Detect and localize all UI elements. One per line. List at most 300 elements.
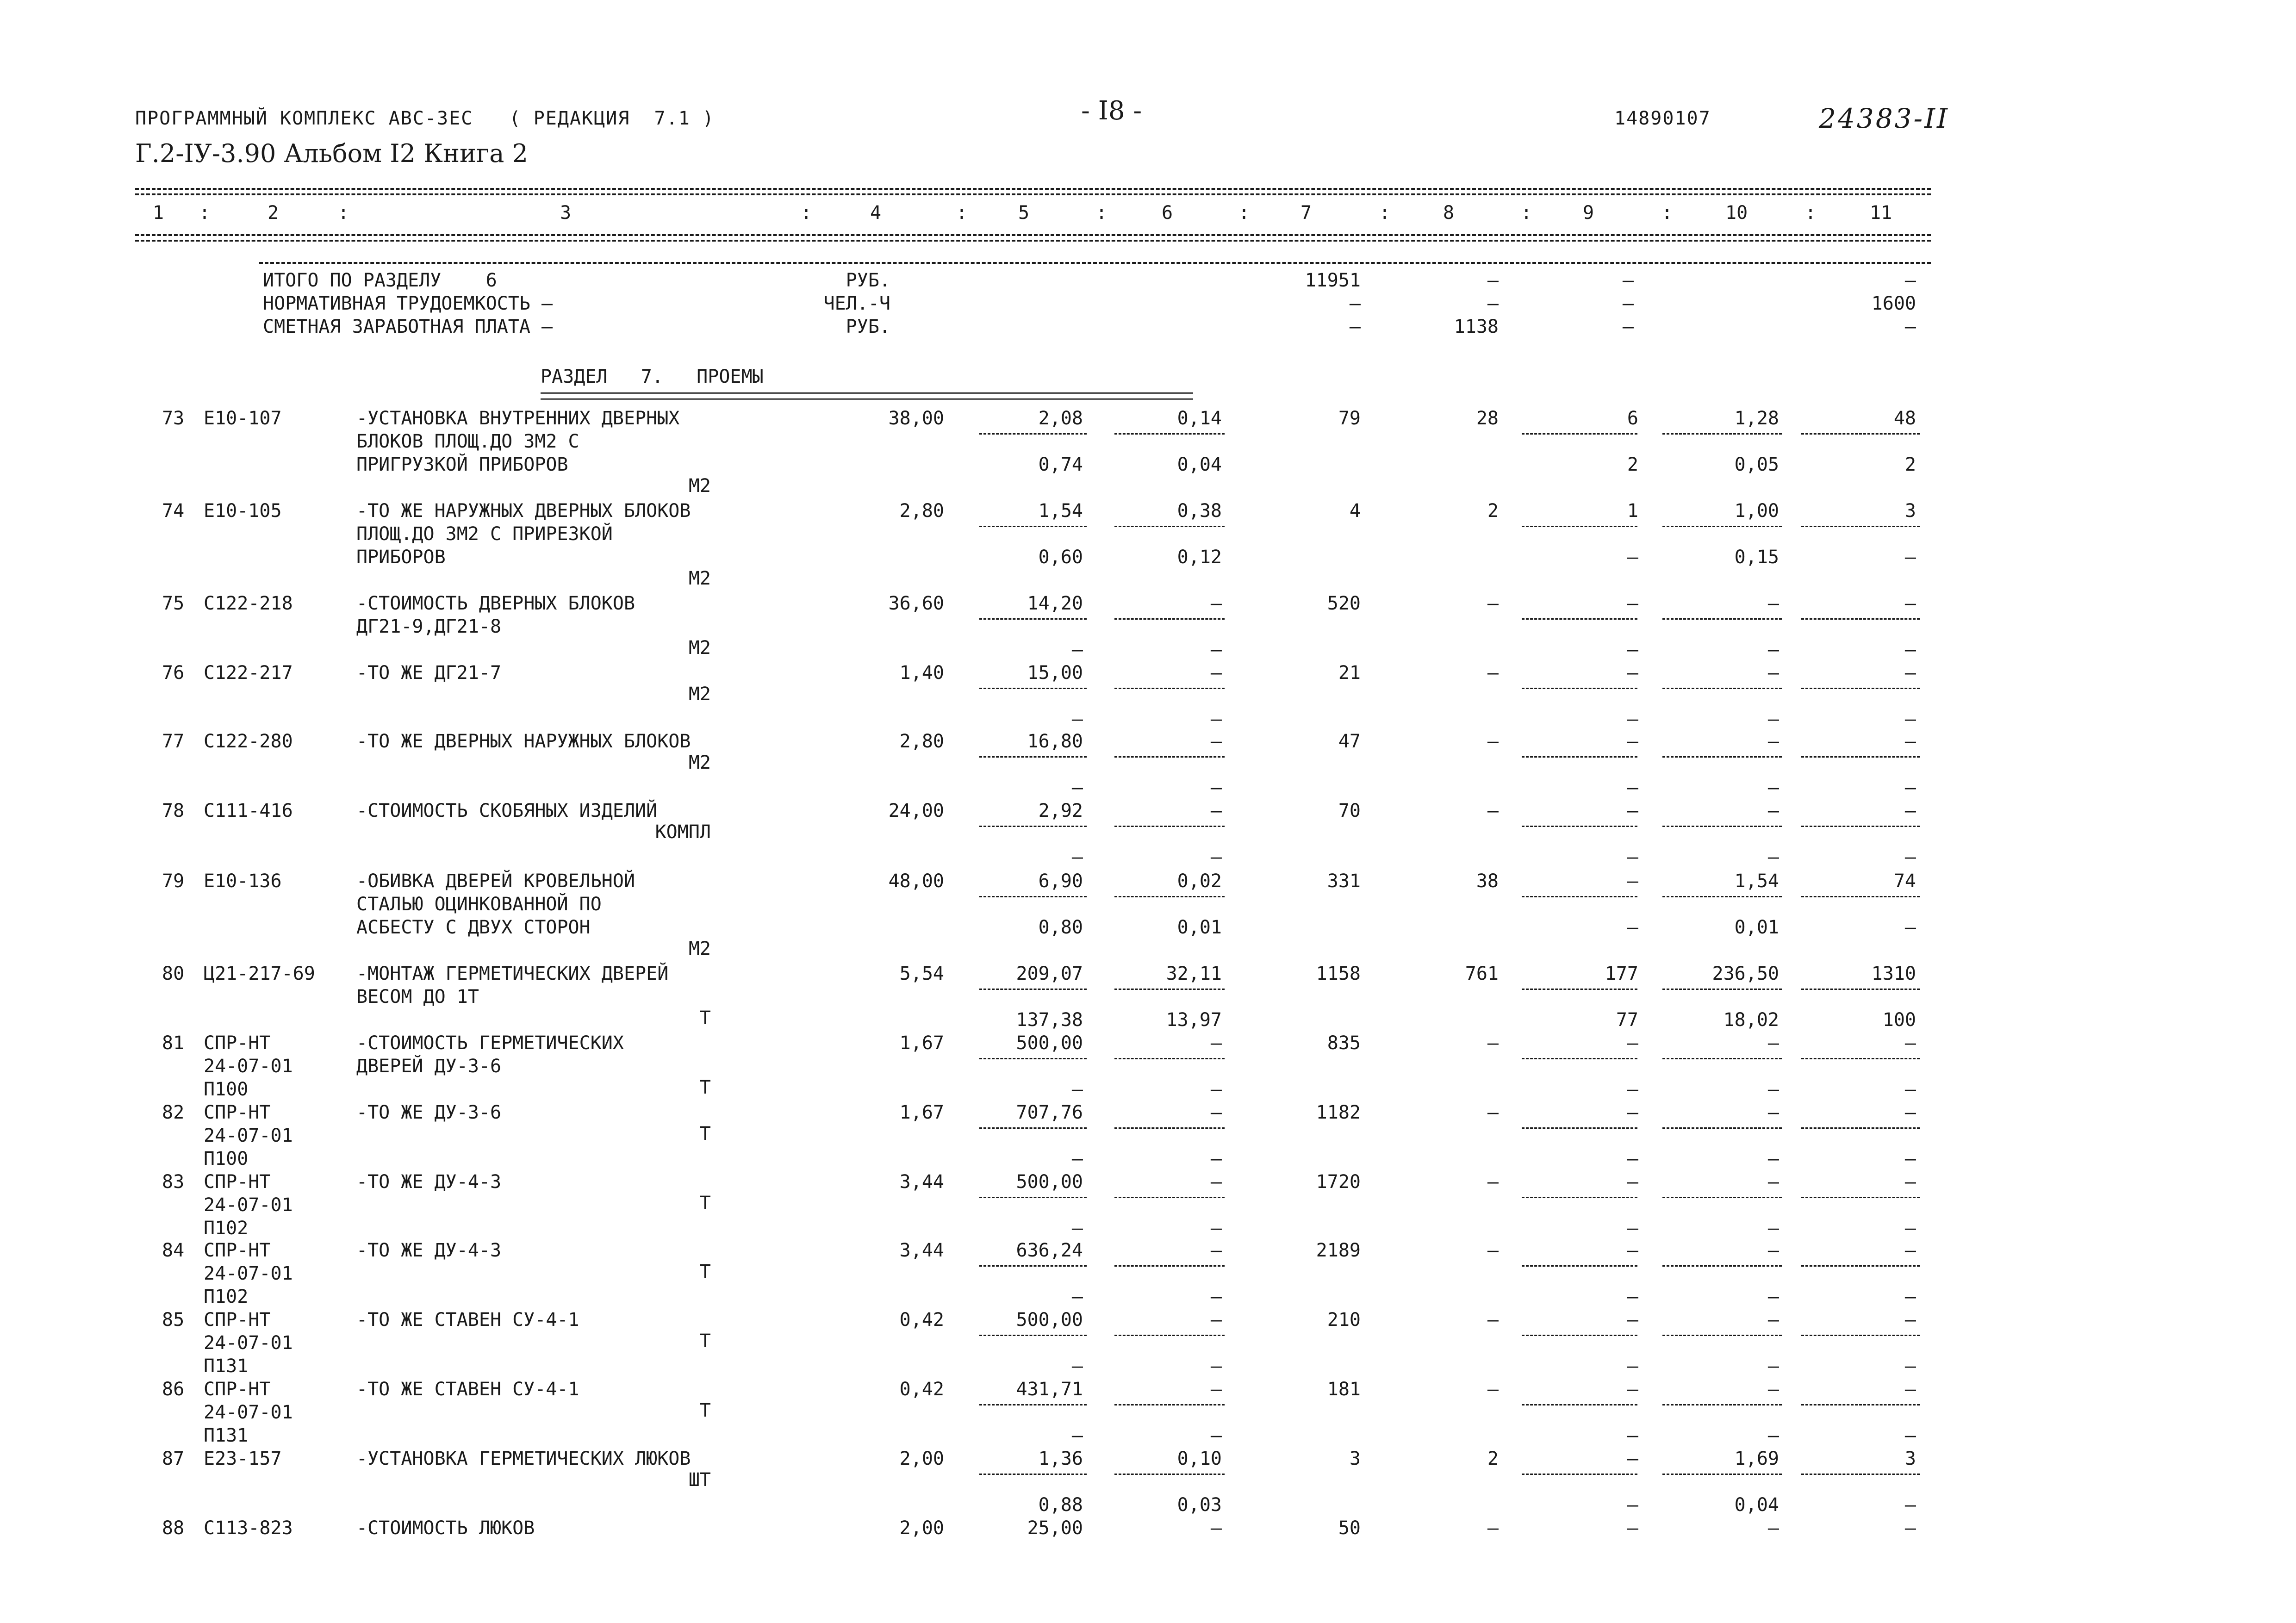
row-c11b: – bbox=[1904, 639, 1916, 660]
row-c11: – bbox=[1904, 593, 1916, 614]
row-description: АСБЕСТУ С ДВУХ СТОРОН bbox=[356, 917, 591, 938]
row-c4: 24,00 bbox=[888, 800, 944, 821]
row-c4: 5,54 bbox=[899, 963, 944, 984]
row-rule-c10 bbox=[1662, 826, 1782, 827]
row-rule-c6 bbox=[1114, 1127, 1225, 1129]
row-rule-c9 bbox=[1522, 989, 1637, 990]
row-rule-c5 bbox=[979, 1127, 1087, 1129]
row-c4: 2,00 bbox=[899, 1517, 944, 1539]
row-c6b: – bbox=[1210, 777, 1222, 798]
row-c8: – bbox=[1487, 662, 1499, 684]
row-rule-c9 bbox=[1522, 826, 1637, 827]
row-rule-c6 bbox=[1114, 896, 1225, 897]
row-c6: – bbox=[1210, 1240, 1222, 1261]
row-c4: 2,80 bbox=[899, 500, 944, 522]
totals-col7: – bbox=[1349, 293, 1361, 314]
row-unit: Т bbox=[699, 1193, 711, 1214]
row-unit: М2 bbox=[688, 938, 711, 959]
row-c10b: – bbox=[1767, 1425, 1779, 1446]
row-c5: 500,00 bbox=[1016, 1309, 1083, 1331]
row-number: 88 bbox=[162, 1517, 185, 1539]
row-c5: 6,90 bbox=[1038, 871, 1083, 892]
row-c5b: – bbox=[1071, 1148, 1083, 1169]
row-c9b: 77 bbox=[1616, 1009, 1638, 1031]
row-rule-c9 bbox=[1522, 1474, 1637, 1475]
row-rule-c6 bbox=[1114, 1265, 1225, 1267]
row-c10b: 0,01 bbox=[1734, 917, 1779, 938]
row-c10b: – bbox=[1767, 1286, 1779, 1307]
row-rule-c10 bbox=[1662, 618, 1782, 620]
row-rule-c6 bbox=[1114, 433, 1225, 435]
row-c6b: – bbox=[1210, 1425, 1222, 1446]
row-c7: 47 bbox=[1338, 731, 1361, 752]
row-description: ВЕСОМ ДО 1Т bbox=[356, 986, 479, 1007]
row-c10: 1,28 bbox=[1734, 408, 1779, 429]
program-title: ПРОГРАММНЫЙ КОМПЛЕКС АВС-3ЕС ( РЕДАКЦИЯ 7.1 ) bbox=[135, 108, 715, 129]
row-c6: – bbox=[1210, 1171, 1222, 1193]
row-code: СПР-НТ bbox=[204, 1102, 271, 1123]
row-c11: – bbox=[1904, 662, 1916, 684]
row-c9b: – bbox=[1627, 1218, 1638, 1239]
column-header-10: 10 bbox=[1725, 202, 1748, 224]
row-c10: – bbox=[1767, 800, 1779, 821]
row-code: П102 bbox=[204, 1286, 249, 1307]
row-c9: – bbox=[1627, 800, 1638, 821]
row-c10: – bbox=[1767, 1517, 1779, 1539]
row-c11b: 2 bbox=[1904, 454, 1916, 475]
row-rule-c6 bbox=[1114, 826, 1225, 827]
row-c7: 3 bbox=[1349, 1448, 1361, 1469]
column-header-2: 2 bbox=[268, 202, 279, 224]
row-number: 84 bbox=[162, 1240, 185, 1261]
row-rule-c9 bbox=[1522, 1265, 1637, 1267]
column-separator: : bbox=[801, 202, 812, 224]
row-rule-c6 bbox=[1114, 1335, 1225, 1336]
row-description: ДВЕРЕЙ ДУ-3-6 bbox=[356, 1056, 502, 1077]
row-c5b: 137,38 bbox=[1016, 1009, 1083, 1031]
row-rule-c11 bbox=[1801, 826, 1920, 827]
row-unit: М2 bbox=[688, 475, 711, 497]
row-c6: 0,02 bbox=[1177, 871, 1222, 892]
row-rule-c11 bbox=[1801, 1197, 1920, 1198]
row-number: 80 bbox=[162, 963, 185, 984]
row-rule-c5 bbox=[979, 526, 1087, 527]
row-c9: – bbox=[1627, 1102, 1638, 1123]
column-separator: : bbox=[1661, 202, 1673, 224]
row-number: 83 bbox=[162, 1171, 185, 1193]
row-c8: 38 bbox=[1476, 871, 1499, 892]
row-c5b: – bbox=[1071, 846, 1083, 868]
column-separator: : bbox=[1096, 202, 1108, 224]
row-code: СПР-НТ bbox=[204, 1240, 271, 1261]
row-c11b: – bbox=[1904, 1148, 1916, 1169]
column-header-11: 11 bbox=[1870, 202, 1892, 224]
row-c6: – bbox=[1210, 800, 1222, 821]
row-c9: – bbox=[1627, 731, 1638, 752]
row-rule-c5 bbox=[979, 1404, 1087, 1405]
row-rule-c9 bbox=[1522, 1404, 1637, 1405]
row-c8: 761 bbox=[1465, 963, 1499, 984]
row-rule-c11 bbox=[1801, 688, 1920, 689]
row-c9: – bbox=[1627, 1171, 1638, 1193]
row-code: С113-823 bbox=[204, 1517, 293, 1539]
column-separator: : bbox=[1521, 202, 1532, 224]
row-c7: 520 bbox=[1327, 593, 1361, 614]
row-c4: 0,42 bbox=[899, 1309, 944, 1331]
row-number: 77 bbox=[162, 731, 185, 752]
row-description: -УСТАНОВКА ВНУТРЕННИХ ДВЕРНЫХ bbox=[356, 408, 680, 429]
row-c10: 236,50 bbox=[1712, 963, 1779, 984]
row-unit: Т bbox=[699, 1400, 711, 1421]
row-number: 75 bbox=[162, 593, 185, 614]
row-c11: – bbox=[1904, 1379, 1916, 1400]
row-rule-c6 bbox=[1114, 989, 1225, 990]
row-rule-c10 bbox=[1662, 989, 1782, 990]
row-rule-c9 bbox=[1522, 1197, 1637, 1198]
row-description: ДГ21-9,ДГ21-8 bbox=[356, 616, 502, 637]
row-rule-c6 bbox=[1114, 618, 1225, 620]
row-c9b: – bbox=[1627, 1425, 1638, 1446]
row-rule-c9 bbox=[1522, 1058, 1637, 1059]
row-number: 76 bbox=[162, 662, 185, 684]
row-c9b: – bbox=[1627, 547, 1638, 568]
row-c6b: 0,01 bbox=[1177, 917, 1222, 938]
column-header-9: 9 bbox=[1583, 202, 1594, 224]
row-c6b: 0,04 bbox=[1177, 454, 1222, 475]
row-c11b: – bbox=[1904, 1079, 1916, 1100]
row-c6b: – bbox=[1210, 639, 1222, 660]
row-c6: – bbox=[1210, 1379, 1222, 1400]
row-rule-c5 bbox=[979, 1474, 1087, 1475]
row-c11b: – bbox=[1904, 777, 1916, 798]
row-number: 73 bbox=[162, 408, 185, 429]
row-c4: 3,44 bbox=[899, 1171, 944, 1193]
row-c10b: – bbox=[1767, 1218, 1779, 1239]
album-title: Г.2-IУ-3.90 Альбом I2 Книга 2 bbox=[135, 139, 528, 168]
row-c10b: – bbox=[1767, 1356, 1779, 1377]
row-rule-c10 bbox=[1662, 1265, 1782, 1267]
row-c10b: 0,15 bbox=[1734, 547, 1779, 568]
column-header-1: 1 bbox=[153, 202, 164, 224]
row-c4: 48,00 bbox=[888, 871, 944, 892]
totals-col8: 1138 bbox=[1454, 316, 1499, 337]
row-code: 24-07-01 bbox=[204, 1263, 293, 1284]
row-number: 78 bbox=[162, 800, 185, 821]
row-code: Е10-105 bbox=[204, 500, 282, 522]
column-header-8: 8 bbox=[1443, 202, 1455, 224]
row-unit: М2 bbox=[688, 752, 711, 773]
row-unit: М2 bbox=[688, 637, 711, 659]
row-c11b: – bbox=[1904, 1356, 1916, 1377]
row-unit: Т bbox=[699, 1007, 711, 1029]
row-description: -УСТАНОВКА ГЕРМЕТИЧЕСКИХ ЛЮКОВ bbox=[356, 1448, 691, 1469]
totals-col11: – bbox=[1904, 270, 1916, 291]
column-separator: : bbox=[338, 202, 349, 224]
row-rule-c10 bbox=[1662, 526, 1782, 527]
totals-label: НОРМАТИВНАЯ ТРУДОЕМКОСТЬ – bbox=[263, 293, 553, 314]
row-c11: – bbox=[1904, 1171, 1916, 1193]
row-rule-c5 bbox=[979, 826, 1087, 827]
row-c10: – bbox=[1767, 1102, 1779, 1123]
row-description: -ТО ЖЕ ДГ21-7 bbox=[356, 662, 502, 684]
row-description: ПРИБОРОВ bbox=[356, 547, 446, 568]
totals-col7: 11951 bbox=[1305, 270, 1361, 291]
row-c11: 3 bbox=[1904, 500, 1916, 522]
row-c10: – bbox=[1767, 1309, 1779, 1331]
row-c6b: 13,97 bbox=[1166, 1009, 1222, 1031]
row-c4: 2,00 bbox=[899, 1448, 944, 1469]
row-c9b: – bbox=[1627, 639, 1638, 660]
row-code: СПР-НТ bbox=[204, 1171, 271, 1193]
row-rule-c6 bbox=[1114, 1404, 1225, 1405]
row-c9: – bbox=[1627, 1448, 1638, 1469]
row-rule-c10 bbox=[1662, 688, 1782, 689]
row-c10: – bbox=[1767, 662, 1779, 684]
row-c9: 1 bbox=[1627, 500, 1638, 522]
row-rule-c6 bbox=[1114, 1058, 1225, 1059]
row-code: П102 bbox=[204, 1218, 249, 1239]
row-rule-c11 bbox=[1801, 1127, 1920, 1129]
row-c7: 1158 bbox=[1316, 963, 1361, 984]
row-unit: Т bbox=[699, 1077, 711, 1098]
row-description: -СТОИМОСТЬ ЛЮКОВ bbox=[356, 1517, 535, 1539]
totals-label: ИТОГО ПО РАЗДЕЛУ 6 bbox=[263, 270, 497, 291]
row-c11: 3 bbox=[1904, 1448, 1916, 1469]
row-number: 87 bbox=[162, 1448, 185, 1469]
column-header-6: 6 bbox=[1162, 202, 1173, 224]
row-number: 79 bbox=[162, 871, 185, 892]
row-rule-c10 bbox=[1662, 1058, 1782, 1059]
row-unit: М2 bbox=[688, 568, 711, 589]
row-code: Е10-107 bbox=[204, 408, 282, 429]
row-rule-c10 bbox=[1662, 896, 1782, 897]
row-c9: – bbox=[1627, 593, 1638, 614]
row-code: СПР-НТ bbox=[204, 1309, 271, 1331]
header-top-rule-2 bbox=[135, 193, 1931, 195]
row-rule-c6 bbox=[1114, 688, 1225, 689]
row-rule-c11 bbox=[1801, 433, 1920, 435]
row-rule-c11 bbox=[1801, 526, 1920, 527]
row-code: П131 bbox=[204, 1425, 249, 1446]
row-rule-c10 bbox=[1662, 1197, 1782, 1198]
row-c9b: – bbox=[1627, 709, 1638, 730]
row-c9: – bbox=[1627, 662, 1638, 684]
row-rule-c11 bbox=[1801, 618, 1920, 620]
row-rule-c10 bbox=[1662, 1404, 1782, 1405]
row-c5: 209,07 bbox=[1016, 963, 1083, 984]
row-c11b: – bbox=[1904, 1425, 1916, 1446]
row-rule-c11 bbox=[1801, 756, 1920, 758]
row-c4: 1,67 bbox=[899, 1102, 944, 1123]
row-c9b: – bbox=[1627, 1356, 1638, 1377]
row-c6: – bbox=[1210, 1032, 1222, 1054]
row-c6: 0,14 bbox=[1177, 408, 1222, 429]
row-unit: Т bbox=[699, 1331, 711, 1352]
column-separator: : bbox=[1238, 202, 1250, 224]
row-description: -ТО ЖЕ НАРУЖНЫХ ДВЕРНЫХ БЛОКОВ bbox=[356, 500, 691, 522]
row-c8: – bbox=[1487, 1517, 1499, 1539]
row-c7: 331 bbox=[1327, 871, 1361, 892]
row-c6b: – bbox=[1210, 1286, 1222, 1307]
totals-col9: – bbox=[1622, 270, 1634, 291]
row-number: 85 bbox=[162, 1309, 185, 1331]
header-bottom-rule bbox=[135, 234, 1931, 236]
row-c10: – bbox=[1767, 1379, 1779, 1400]
totals-unit: ЧЕЛ.-Ч bbox=[823, 293, 890, 314]
row-rule-c5 bbox=[979, 896, 1087, 897]
row-code: 24-07-01 bbox=[204, 1056, 293, 1077]
row-c4: 1,40 bbox=[899, 662, 944, 684]
row-c10b: – bbox=[1767, 846, 1779, 868]
section-title-underline bbox=[541, 392, 1193, 400]
row-unit: КОМПЛ bbox=[655, 821, 711, 843]
column-header-7: 7 bbox=[1300, 202, 1312, 224]
row-c11: – bbox=[1904, 1517, 1916, 1539]
row-c8: – bbox=[1487, 1102, 1499, 1123]
row-c11b: 100 bbox=[1882, 1009, 1916, 1031]
row-description: -ТО ЖЕ СТАВЕН СУ-4-1 bbox=[356, 1309, 579, 1331]
row-code: С111-416 bbox=[204, 800, 293, 821]
row-unit: Т bbox=[699, 1261, 711, 1282]
row-c9: 177 bbox=[1605, 963, 1638, 984]
section-title: РАЗДЕЛ 7. ПРОЕМЫ bbox=[541, 366, 764, 387]
row-description: -ТО ЖЕ ДВЕРНЫХ НАРУЖНЫХ БЛОКОВ bbox=[356, 731, 691, 752]
row-c6b: – bbox=[1210, 1356, 1222, 1377]
handwritten-number: 24383-II bbox=[1819, 103, 1949, 134]
row-c11: – bbox=[1904, 1102, 1916, 1123]
row-c6: – bbox=[1210, 1517, 1222, 1539]
row-c7: 70 bbox=[1338, 800, 1361, 821]
row-rule-c11 bbox=[1801, 1404, 1920, 1405]
row-c5b: – bbox=[1071, 1356, 1083, 1377]
row-rule-c10 bbox=[1662, 756, 1782, 758]
row-description: ПЛОЩ.ДО 3М2 С ПРИРЕЗКОЙ bbox=[356, 523, 613, 545]
row-description: -ТО ЖЕ СТАВЕН СУ-4-1 bbox=[356, 1379, 579, 1400]
row-c10: 1,54 bbox=[1734, 871, 1779, 892]
header-top-rule bbox=[135, 188, 1931, 190]
row-rule-c10 bbox=[1662, 1474, 1782, 1475]
row-rule-c9 bbox=[1522, 618, 1637, 620]
row-c5b: – bbox=[1071, 1218, 1083, 1239]
row-c4: 0,42 bbox=[899, 1379, 944, 1400]
row-c10b: 0,05 bbox=[1734, 454, 1779, 475]
row-c9: – bbox=[1627, 1240, 1638, 1261]
row-c6b: 0,12 bbox=[1177, 547, 1222, 568]
row-c8: – bbox=[1487, 1240, 1499, 1261]
row-description: -ОБИВКА ДВЕРЕЙ КРОВЕЛЬНОЙ bbox=[356, 871, 635, 892]
row-c10b: 0,04 bbox=[1734, 1494, 1779, 1516]
row-c8: – bbox=[1487, 593, 1499, 614]
row-c10b: – bbox=[1767, 777, 1779, 798]
row-c4: 2,80 bbox=[899, 731, 944, 752]
column-separator: : bbox=[956, 202, 968, 224]
row-c10: 1,00 bbox=[1734, 500, 1779, 522]
row-c7: 79 bbox=[1338, 408, 1361, 429]
row-c10b: – bbox=[1767, 639, 1779, 660]
row-c8: 28 bbox=[1476, 408, 1499, 429]
row-c11b: – bbox=[1904, 709, 1916, 730]
header-bottom-rule-2 bbox=[135, 240, 1931, 242]
row-c9: – bbox=[1627, 1309, 1638, 1331]
row-code: Е10-136 bbox=[204, 871, 282, 892]
totals-unit: РУБ. bbox=[846, 316, 890, 337]
row-c4: 3,44 bbox=[899, 1240, 944, 1261]
row-c10: – bbox=[1767, 593, 1779, 614]
row-code: П131 bbox=[204, 1356, 249, 1377]
row-c8: 2 bbox=[1487, 1448, 1499, 1469]
row-c10b: – bbox=[1767, 709, 1779, 730]
totals-col8: – bbox=[1487, 293, 1499, 314]
row-c6b: – bbox=[1210, 846, 1222, 868]
row-code: Ц21-217-69 bbox=[204, 963, 315, 984]
row-c7: 21 bbox=[1338, 662, 1361, 684]
row-c7: 835 bbox=[1327, 1032, 1361, 1054]
row-c8: – bbox=[1487, 1032, 1499, 1054]
row-c11: – bbox=[1904, 1240, 1916, 1261]
row-c8: – bbox=[1487, 731, 1499, 752]
row-c9b: – bbox=[1627, 917, 1638, 938]
row-unit: Т bbox=[699, 1123, 711, 1144]
row-code: Е23-157 bbox=[204, 1448, 282, 1469]
row-c5b: – bbox=[1071, 639, 1083, 660]
row-unit: М2 bbox=[688, 684, 711, 705]
row-c5b: – bbox=[1071, 1286, 1083, 1307]
row-c9b: 2 bbox=[1627, 454, 1638, 475]
row-c8: – bbox=[1487, 1379, 1499, 1400]
row-rule-c5 bbox=[979, 618, 1087, 620]
row-c4: 36,60 bbox=[888, 593, 944, 614]
row-code: П100 bbox=[204, 1079, 249, 1100]
row-rule-c10 bbox=[1662, 433, 1782, 435]
row-c9: – bbox=[1627, 1379, 1638, 1400]
row-c5: 25,00 bbox=[1027, 1517, 1083, 1539]
row-c6b: – bbox=[1210, 709, 1222, 730]
row-c5b: – bbox=[1071, 709, 1083, 730]
row-rule-c11 bbox=[1801, 1058, 1920, 1059]
row-rule-c5 bbox=[979, 1197, 1087, 1198]
row-rule-c5 bbox=[979, 1265, 1087, 1267]
row-c10: – bbox=[1767, 731, 1779, 752]
row-c11: – bbox=[1904, 731, 1916, 752]
row-c9b: – bbox=[1627, 1494, 1638, 1516]
row-c11b: – bbox=[1904, 917, 1916, 938]
row-rule-c11 bbox=[1801, 1265, 1920, 1267]
row-c9b: – bbox=[1627, 1286, 1638, 1307]
row-c6: 0,10 bbox=[1177, 1448, 1222, 1469]
row-c8: 2 bbox=[1487, 500, 1499, 522]
totals-col9: – bbox=[1622, 293, 1634, 314]
row-rule-c9 bbox=[1522, 1335, 1637, 1336]
column-header-5: 5 bbox=[1018, 202, 1030, 224]
row-c7: 1182 bbox=[1316, 1102, 1361, 1123]
row-code: 24-07-01 bbox=[204, 1125, 293, 1146]
totals-label: СМЕТНАЯ ЗАРАБОТНАЯ ПЛАТА – bbox=[263, 316, 553, 337]
row-c11: – bbox=[1904, 800, 1916, 821]
row-number: 82 bbox=[162, 1102, 185, 1123]
row-rule-c6 bbox=[1114, 756, 1225, 758]
row-description: -ТО ЖЕ ДУ-4-3 bbox=[356, 1240, 502, 1261]
row-description: ПРИГРУЗКОЙ ПРИБОРОВ bbox=[356, 454, 568, 475]
totals-unit: РУБ. bbox=[846, 270, 890, 291]
column-separator: : bbox=[1379, 202, 1391, 224]
row-rule-c11 bbox=[1801, 1474, 1920, 1475]
row-code: П100 bbox=[204, 1148, 249, 1169]
row-c10: – bbox=[1767, 1171, 1779, 1193]
row-c10b: – bbox=[1767, 1079, 1779, 1100]
row-c11b: – bbox=[1904, 1494, 1916, 1516]
row-c9: – bbox=[1627, 871, 1638, 892]
row-c9: 6 bbox=[1627, 408, 1638, 429]
